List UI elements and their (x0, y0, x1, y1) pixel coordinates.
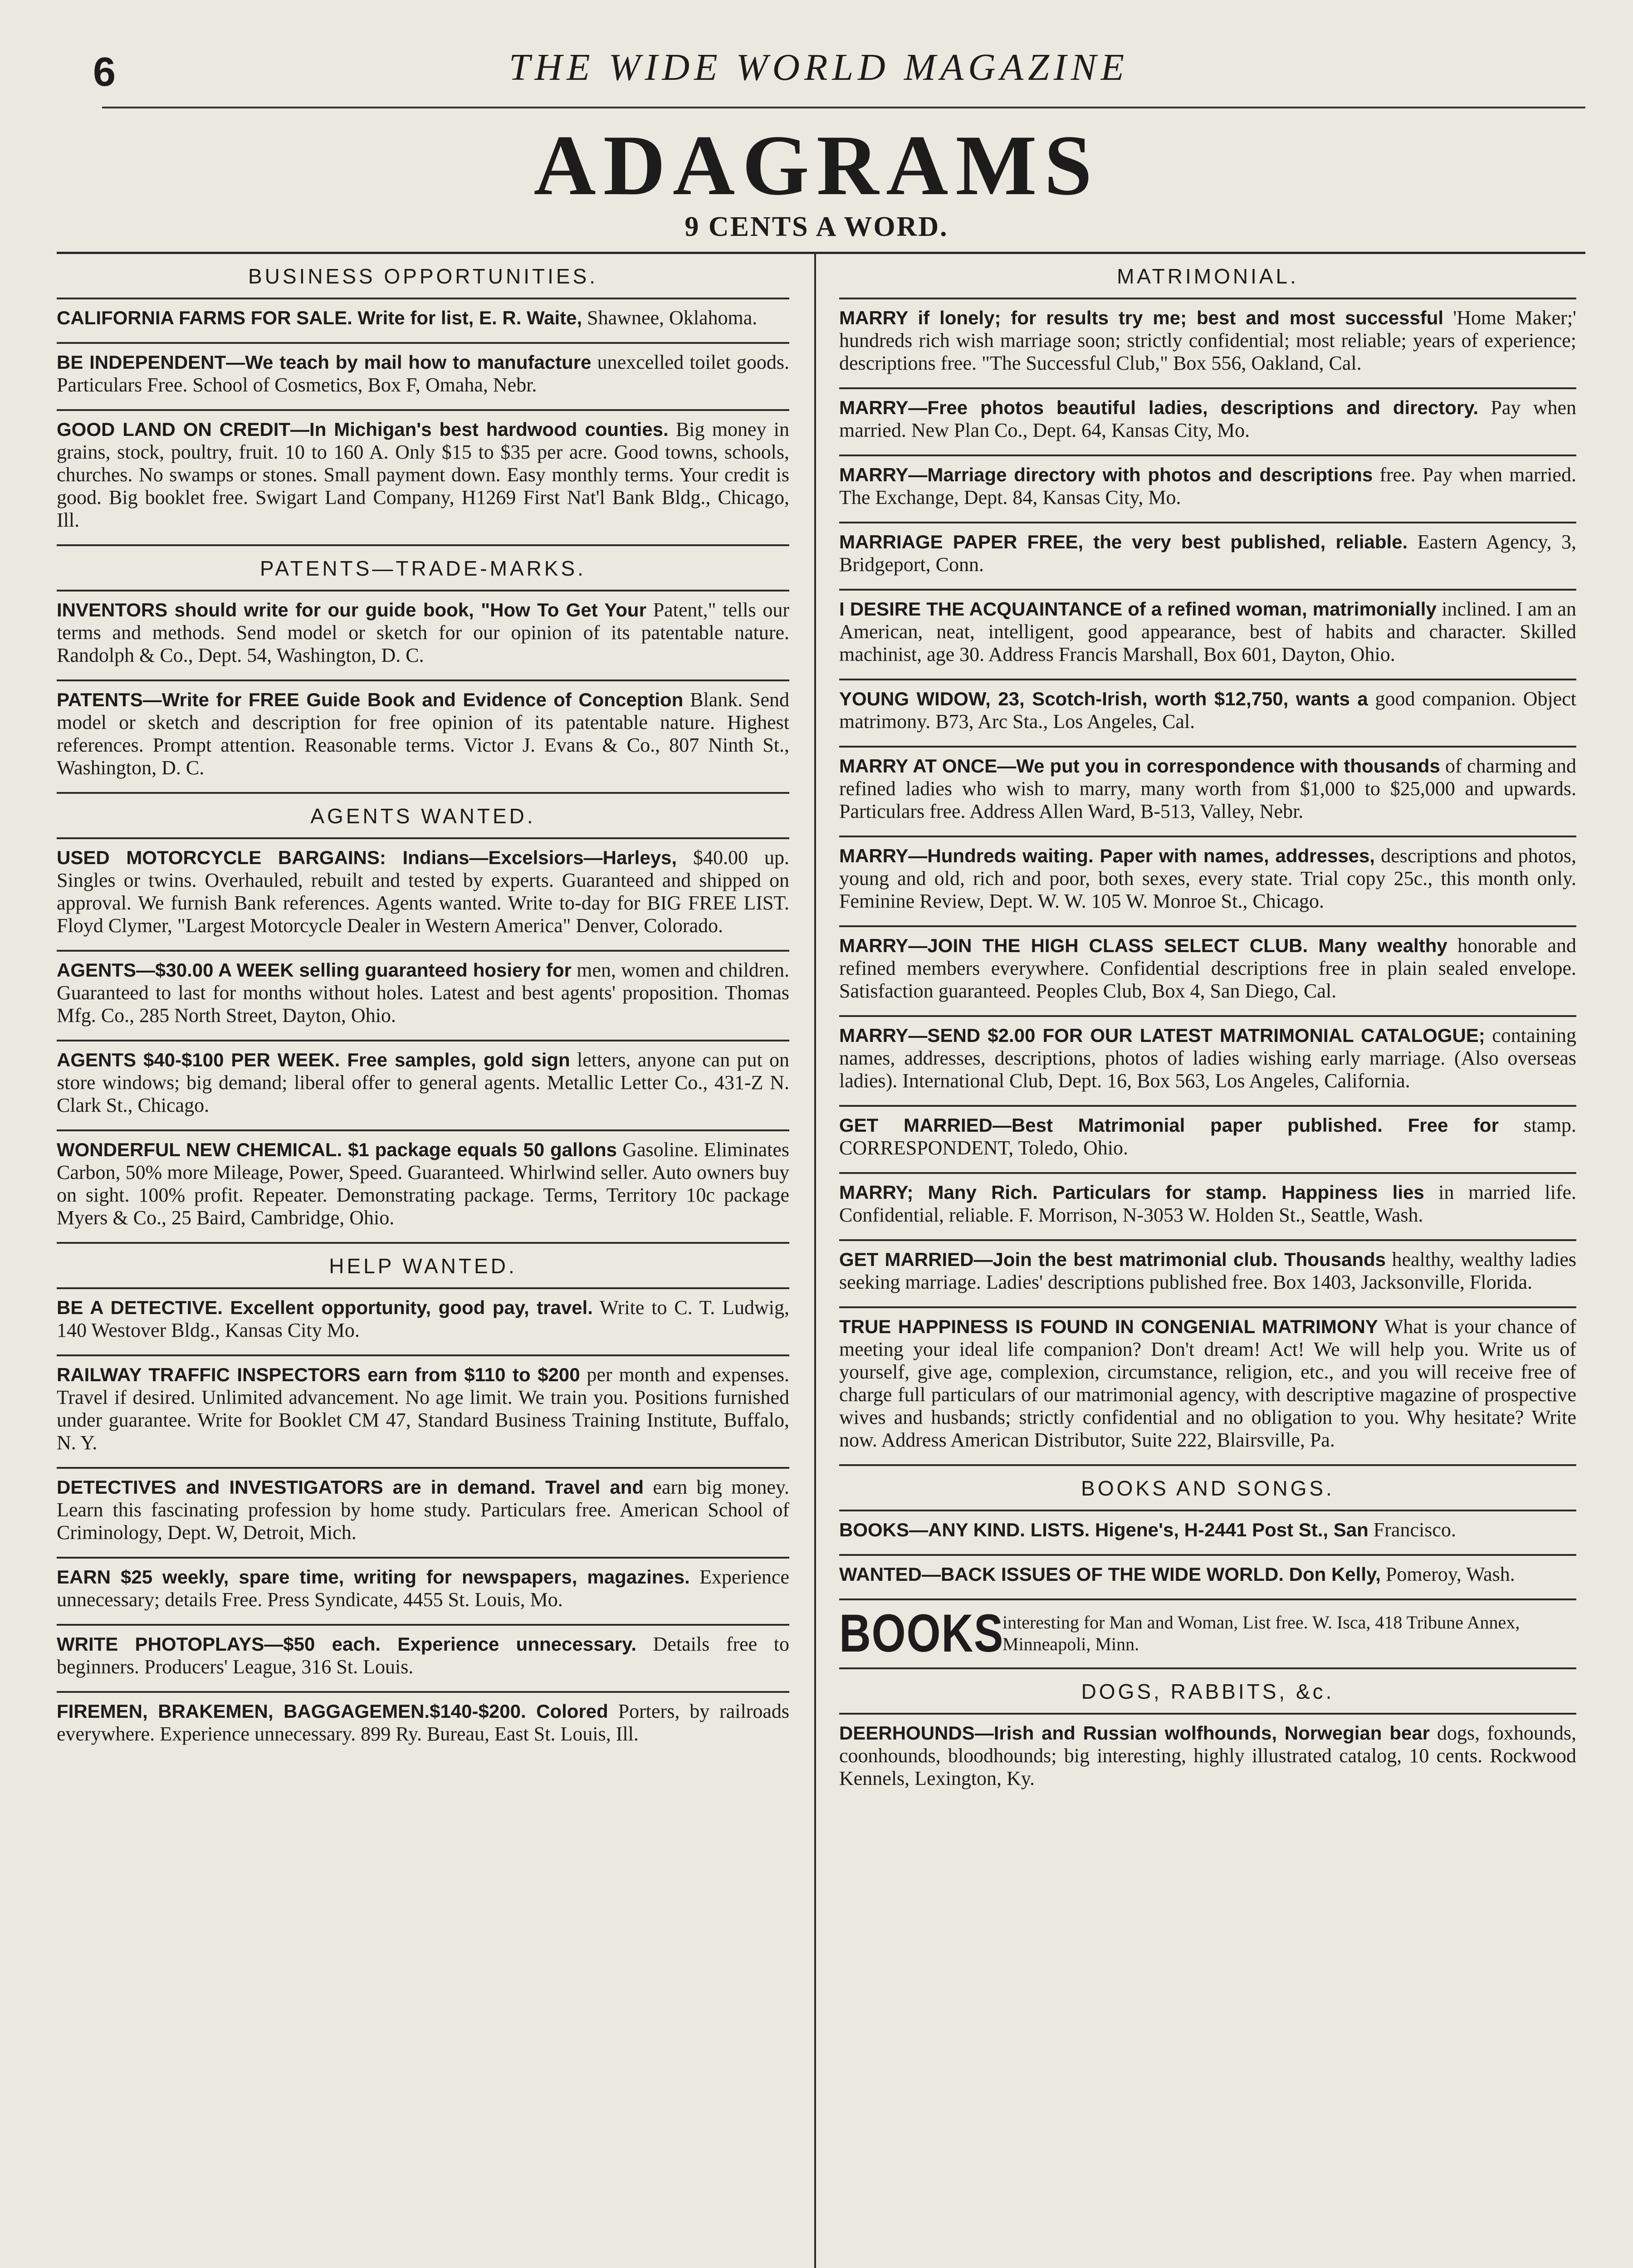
classified-ad (839, 927, 1576, 1017)
classified-ad (839, 1241, 1576, 1308)
ad-body: honorable and refined members everywhere. Confidential descriptions free in plain sealed envelope. Satisfaction guaranteed. Peoples Club, Box 4, San Diego, Cal. (839, 934, 1576, 1002)
column-divider (814, 254, 816, 2268)
ad-body: 'Home Maker;' hundreds rich wish marriage soon; strictly confidential; most reliable; years of experience; descriptions free. "The Successful Club," Box 556, Oakland, Cal. (839, 307, 1576, 374)
ad-body: good companion. Object matrimony. B73, Arc Sta., Los Angeles, Cal. (839, 688, 1576, 733)
ad-lead: MARRY—Free photos beautiful ladies, descriptions and directory. (839, 397, 1479, 418)
classified-ad (839, 1308, 1576, 1466)
ad-body: unexcelled toilet goods. Particulars Free. School of Cosmetics, Box F, Omaha, Nebr. (57, 351, 789, 396)
ad-body: Write to C. T. Ludwig, 140 Westover Bldg., Kansas City Mo. (57, 1296, 789, 1341)
classified-ad (839, 523, 1576, 591)
page-number: 6 (93, 49, 116, 95)
classified-ad (839, 299, 1576, 389)
classified-ad (839, 748, 1576, 837)
classified-ad (57, 1469, 789, 1559)
classified-ad (57, 591, 789, 681)
classified-ad (839, 389, 1576, 456)
ad-lead: WONDERFUL NEW CHEMICAL. $1 package equals 50 gallons (57, 1139, 617, 1160)
masthead: ADAGRAMS (533, 118, 1100, 213)
ad-lead: DEERHOUNDS—Irish and Russian wolfhounds, Norwegian bear (839, 1722, 1430, 1744)
classified-ad (57, 1693, 789, 1758)
right-column (839, 254, 1576, 2268)
left-column (57, 254, 789, 2268)
ad-lead: DETECTIVES and INVESTIGATORS are in demand. Travel and (57, 1476, 644, 1498)
ad-lead: BOOKS—ANY KIND. LISTS. Higene's, H-2441 Post St., San (839, 1519, 1369, 1540)
classified-ad (57, 411, 789, 546)
ad-body: Big money in grains, stock, poultry, fruit. 10 to 160 A. Only $15 to $35 per acre. Good towns, schools, churches. No swamps or stones. Small payment down. Easy monthly terms. Your credit is good. Big booklet free. Swigart Land Company, H1269 First Nat'l Bank Bldg., Chicago, Ill. (57, 418, 789, 531)
rate-subhead: 9 CENTS A WORD. (684, 211, 949, 242)
section-heading: DOGS, RABBITS, &c. (839, 1669, 1576, 1715)
books-display-ad (839, 1600, 1576, 1669)
ad-lead: MARRY if lonely; for results try me; best and most successful (839, 307, 1444, 328)
classified-ad (57, 681, 789, 794)
ad-lead: BE INDEPENDENT—We teach by mail how to manufacture (57, 352, 592, 373)
ad-lead: GET MARRIED—Best Matrimonial paper published. Free for (839, 1114, 1499, 1136)
ad-body: containing names, addresses, descriptions, photos of ladies wishing early marriage. (Also overseas ladies). International Club, Dept. 16, Box 563, Los Angeles, California. (839, 1024, 1576, 1092)
running-head (57, 41, 1581, 100)
classified-ad (57, 1041, 789, 1131)
ad-body: Shawnee, Oklahoma. (582, 307, 758, 329)
ad-lead: YOUNG WIDOW, 23, Scotch-Irish, worth $12,750, wants a (839, 688, 1368, 709)
ad-body: Eastern Agency, 3, Bridgeport, Conn. (839, 531, 1576, 576)
ad-body: earn big money. Learn this fascinating profession by home study. Particulars free. American School of Criminology, Dept. W, Detroit, Mich. (57, 1476, 789, 1544)
ad-lead: I DESIRE THE ACQUAINTANCE of a refined woman, matrimonially (839, 598, 1437, 620)
classified-ad (839, 680, 1576, 748)
ad-lead: BE A DETECTIVE. Excellent opportunity, good pay, travel. (57, 1297, 593, 1318)
ad-lead: AGENTS $40-$100 PER WEEK. Free samples, gold sign (57, 1049, 570, 1070)
section-heading: BOOKS AND SONGS. (839, 1466, 1576, 1511)
section-heading: HELP WANTED. (57, 1244, 789, 1289)
ad-body: in married life. Confidential, reliable. F. Morrison, N-3053 W. Holden St., Seattle, Wash. (839, 1181, 1576, 1226)
ad-lead: CALIFORNIA FARMS FOR SALE. Write for list, E. R. Waite, (57, 307, 582, 328)
ad-body: Patent," tells our terms and methods. Send model or sketch for our opinion of its patentable nature. Randolph & Co., Dept. 54, Washington, D. C. (57, 599, 789, 666)
ad-body: per month and expenses. Travel if desired. Unlimited advancement. No age limit. We train you. Positions furnished under guarantee. Write for Booklet CM 47, Standard Business Training Institute, Buffalo, N. Y. (57, 1364, 789, 1454)
classified-ad (57, 1289, 789, 1356)
ad-lead: MARRY; Many Rich. Particulars for stamp. Happiness lies (839, 1182, 1424, 1203)
ad-lead: GET MARRIED—Join the best matrimonial club. Thousands (839, 1249, 1386, 1270)
ad-lead: MARRY—SEND $2.00 FOR OUR LATEST MATRIMONIAL CATALOGUE; (839, 1025, 1485, 1046)
classified-ad (57, 839, 789, 952)
classified-ad (57, 299, 789, 344)
ad-body: Pomeroy, Wash. (1380, 1563, 1515, 1585)
section-heading: PATENTS—TRADE-MARKS. (57, 546, 789, 591)
ad-lead: USED MOTORCYCLE BARGAINS: Indians—Excelsiors—Harleys, (57, 847, 677, 868)
ad-body: descriptions and photos, young and old, rich and poor, both sexes, every state. Trial copy 25c., this month only. Feminine Review, Dept. W. W. 105 W. Monroe St., Chicago. (839, 845, 1576, 912)
ad-body: letters, anyone can put on store windows; big demand; liberal offer to general agents. Metallic Letter Co., 431-Z N. Clark St., Chicago. (57, 1049, 789, 1116)
ad-lead: MARRY AT ONCE—We put you in correspondence with thousands (839, 755, 1440, 777)
classified-ad (839, 456, 1576, 523)
classified-ad (839, 591, 1576, 680)
section-heading: AGENTS WANTED. (57, 794, 789, 839)
ad-body: inclined. I am an American, neat, intelligent, good appearance, best of habits and character. Skilled machinist, age 30. Address Francis Marshall, Box 601, Dayton, Ohio. (839, 598, 1576, 665)
ad-lead: INVENTORS should write for our guide book, "How To Get Your (57, 599, 646, 621)
ad-body: men, women and children. Guaranteed to last for months without holes. Latest and best agents' proposition. Thomas Mfg. Co., 285 North Street, Dayton, Ohio. (57, 959, 789, 1026)
ad-body: Details free to beginners. Producers' League, 316 St. Louis. (57, 1633, 789, 1678)
classified-ad (57, 344, 789, 411)
ad-body: Blank. Send model or sketch and description for free opinion of its patentable nature. Highest references. Prompt attention. Reasonable terms. Victor J. Evans & Co., 807 Ninth St., Washington, D. C. (57, 689, 789, 779)
classified-ad (57, 952, 789, 1041)
ad-lead: WRITE PHOTOPLAYS—$50 each. Experience unnecessary. (57, 1633, 637, 1655)
classified-ad (839, 1511, 1576, 1556)
ad-body: $40.00 up. Singles or twins. Overhauled, rebuilt and tested by experts. Guaranteed and shipped on approval. We furnish Bank references. Agents wanted. Write to-day for BIG FREE LIST. Floyd Clymer, "Largest Motorcycle Dealer in Western America" Denver, Colorado. (57, 846, 789, 937)
ad-lead: MARRIAGE PAPER FREE, the very best published, reliable. (839, 531, 1408, 552)
ad-lead: AGENTS—$30.00 A WEEK selling guaranteed hosiery for (57, 959, 572, 981)
ad-lead: GOOD LAND ON CREDIT—In Michigan's best hardwood counties. (57, 419, 669, 440)
classified-ad (57, 1559, 789, 1626)
classified-ad (839, 837, 1576, 927)
classified-ad (57, 1626, 789, 1693)
ad-lead: MARRY—JOIN THE HIGH CLASS SELECT CLUB. Many wealthy (839, 935, 1447, 956)
ad-body: healthy, wealthy ladies seeking marriage. Ladies' descriptions published free. Box 1403, Jacksonville, Florida. (839, 1248, 1576, 1293)
books-display-text: interesting for Man and Woman, List free. W. Isca, 418 Tribune Annex, Minneapoli, Minn. (1002, 1612, 1520, 1654)
ad-body: Experience unnecessary; details Free. Press Syndicate, 4455 St. Louis, Mo. (57, 1566, 789, 1611)
books-display-title: BOOKS (839, 1603, 1004, 1663)
section-heading: MATRIMONIAL. (839, 254, 1576, 299)
ad-body: stamp. CORRESPONDENT, Toledo, Ohio. (839, 1114, 1576, 1159)
ad-lead: PATENTS—Write for FREE Guide Book and Evidence of Conception (57, 689, 684, 710)
ad-body: free. Pay when married. The Exchange, Dept. 84, Kansas City, Mo. (839, 464, 1576, 508)
ad-lead: RAILWAY TRAFFIC INSPECTORS earn from $110 to $200 (57, 1364, 580, 1385)
ad-lead: MARRY—Marriage directory with photos and descriptions (839, 464, 1373, 485)
ad-body: Francisco. (1368, 1519, 1456, 1541)
ad-body: of charming and refined ladies who wish to marry, many worth from $1,000 to $25,000 and upwards. Particulars free. Address Allen Ward, B-513, Valley, Nebr. (839, 755, 1576, 822)
ad-body: Porters, by railroads everywhere. Experience unnecessary. 899 Ry. Bureau, East St. Louis, Ill. (57, 1700, 789, 1745)
classified-ad (839, 1174, 1576, 1241)
classified-ad (839, 1715, 1576, 1803)
classified-ad (839, 1556, 1576, 1600)
classified-ad (57, 1131, 789, 1244)
ad-lead: FIREMEN, BRAKEMEN, BAGGAGEMEN.$140-$200. Colored (57, 1701, 608, 1722)
header-rule (102, 107, 1585, 108)
ad-lead: EARN $25 weekly, spare time, writing for newspapers, magazines. (57, 1566, 690, 1588)
classified-ad (839, 1107, 1576, 1174)
ad-lead: MARRY—Hundreds waiting. Paper with names, addresses, (839, 845, 1375, 866)
ad-body: What is your chance of meeting your ideal life companion? Don't dream! Act! We will help you. Write us of yourself, give age, complexion, circumstance, religion, etc., and you will receive free of charge full particulars of our matrimonial agency, with descriptive magazine of prospective wives and husbands; strictly confidential and no obligation to you. Why hesitate? Write now. Address American Distributor, Suite 222, Blairsville, Pa. (839, 1315, 1576, 1451)
classified-ad (57, 1356, 789, 1469)
ad-lead: WANTED—BACK ISSUES OF THE WIDE WORLD. Don Kelly, (839, 1564, 1381, 1585)
ad-body: Gasoline. Eliminates Carbon, 50% more Mileage, Power, Speed. Guaranteed. Whirlwind seller. Auto owners buy on sight. 100% profit. Repeater. Demonstrating package. Terms, Territory 10c package Myers & Co., 25 Baird, Cambridge, Ohio. (57, 1139, 789, 1229)
magazine-title: THE WIDE WORLD MAGAZINE (508, 46, 1129, 88)
classified-ad (839, 1017, 1576, 1107)
section-heading: BUSINESS OPPORTUNITIES. (57, 254, 789, 299)
ad-body: dogs, foxhounds, coonhounds, bloodhounds; big interesting, highly illustrated catalog, 10 cents. Rockwood Kennels, Lexington, Ky. (839, 1722, 1576, 1789)
ad-lead: TRUE HAPPINESS IS FOUND IN CONGENIAL MATRIMONY (839, 1316, 1378, 1337)
ad-body: Pay when married. New Plan Co., Dept. 64, Kansas City, Mo. (839, 396, 1576, 441)
